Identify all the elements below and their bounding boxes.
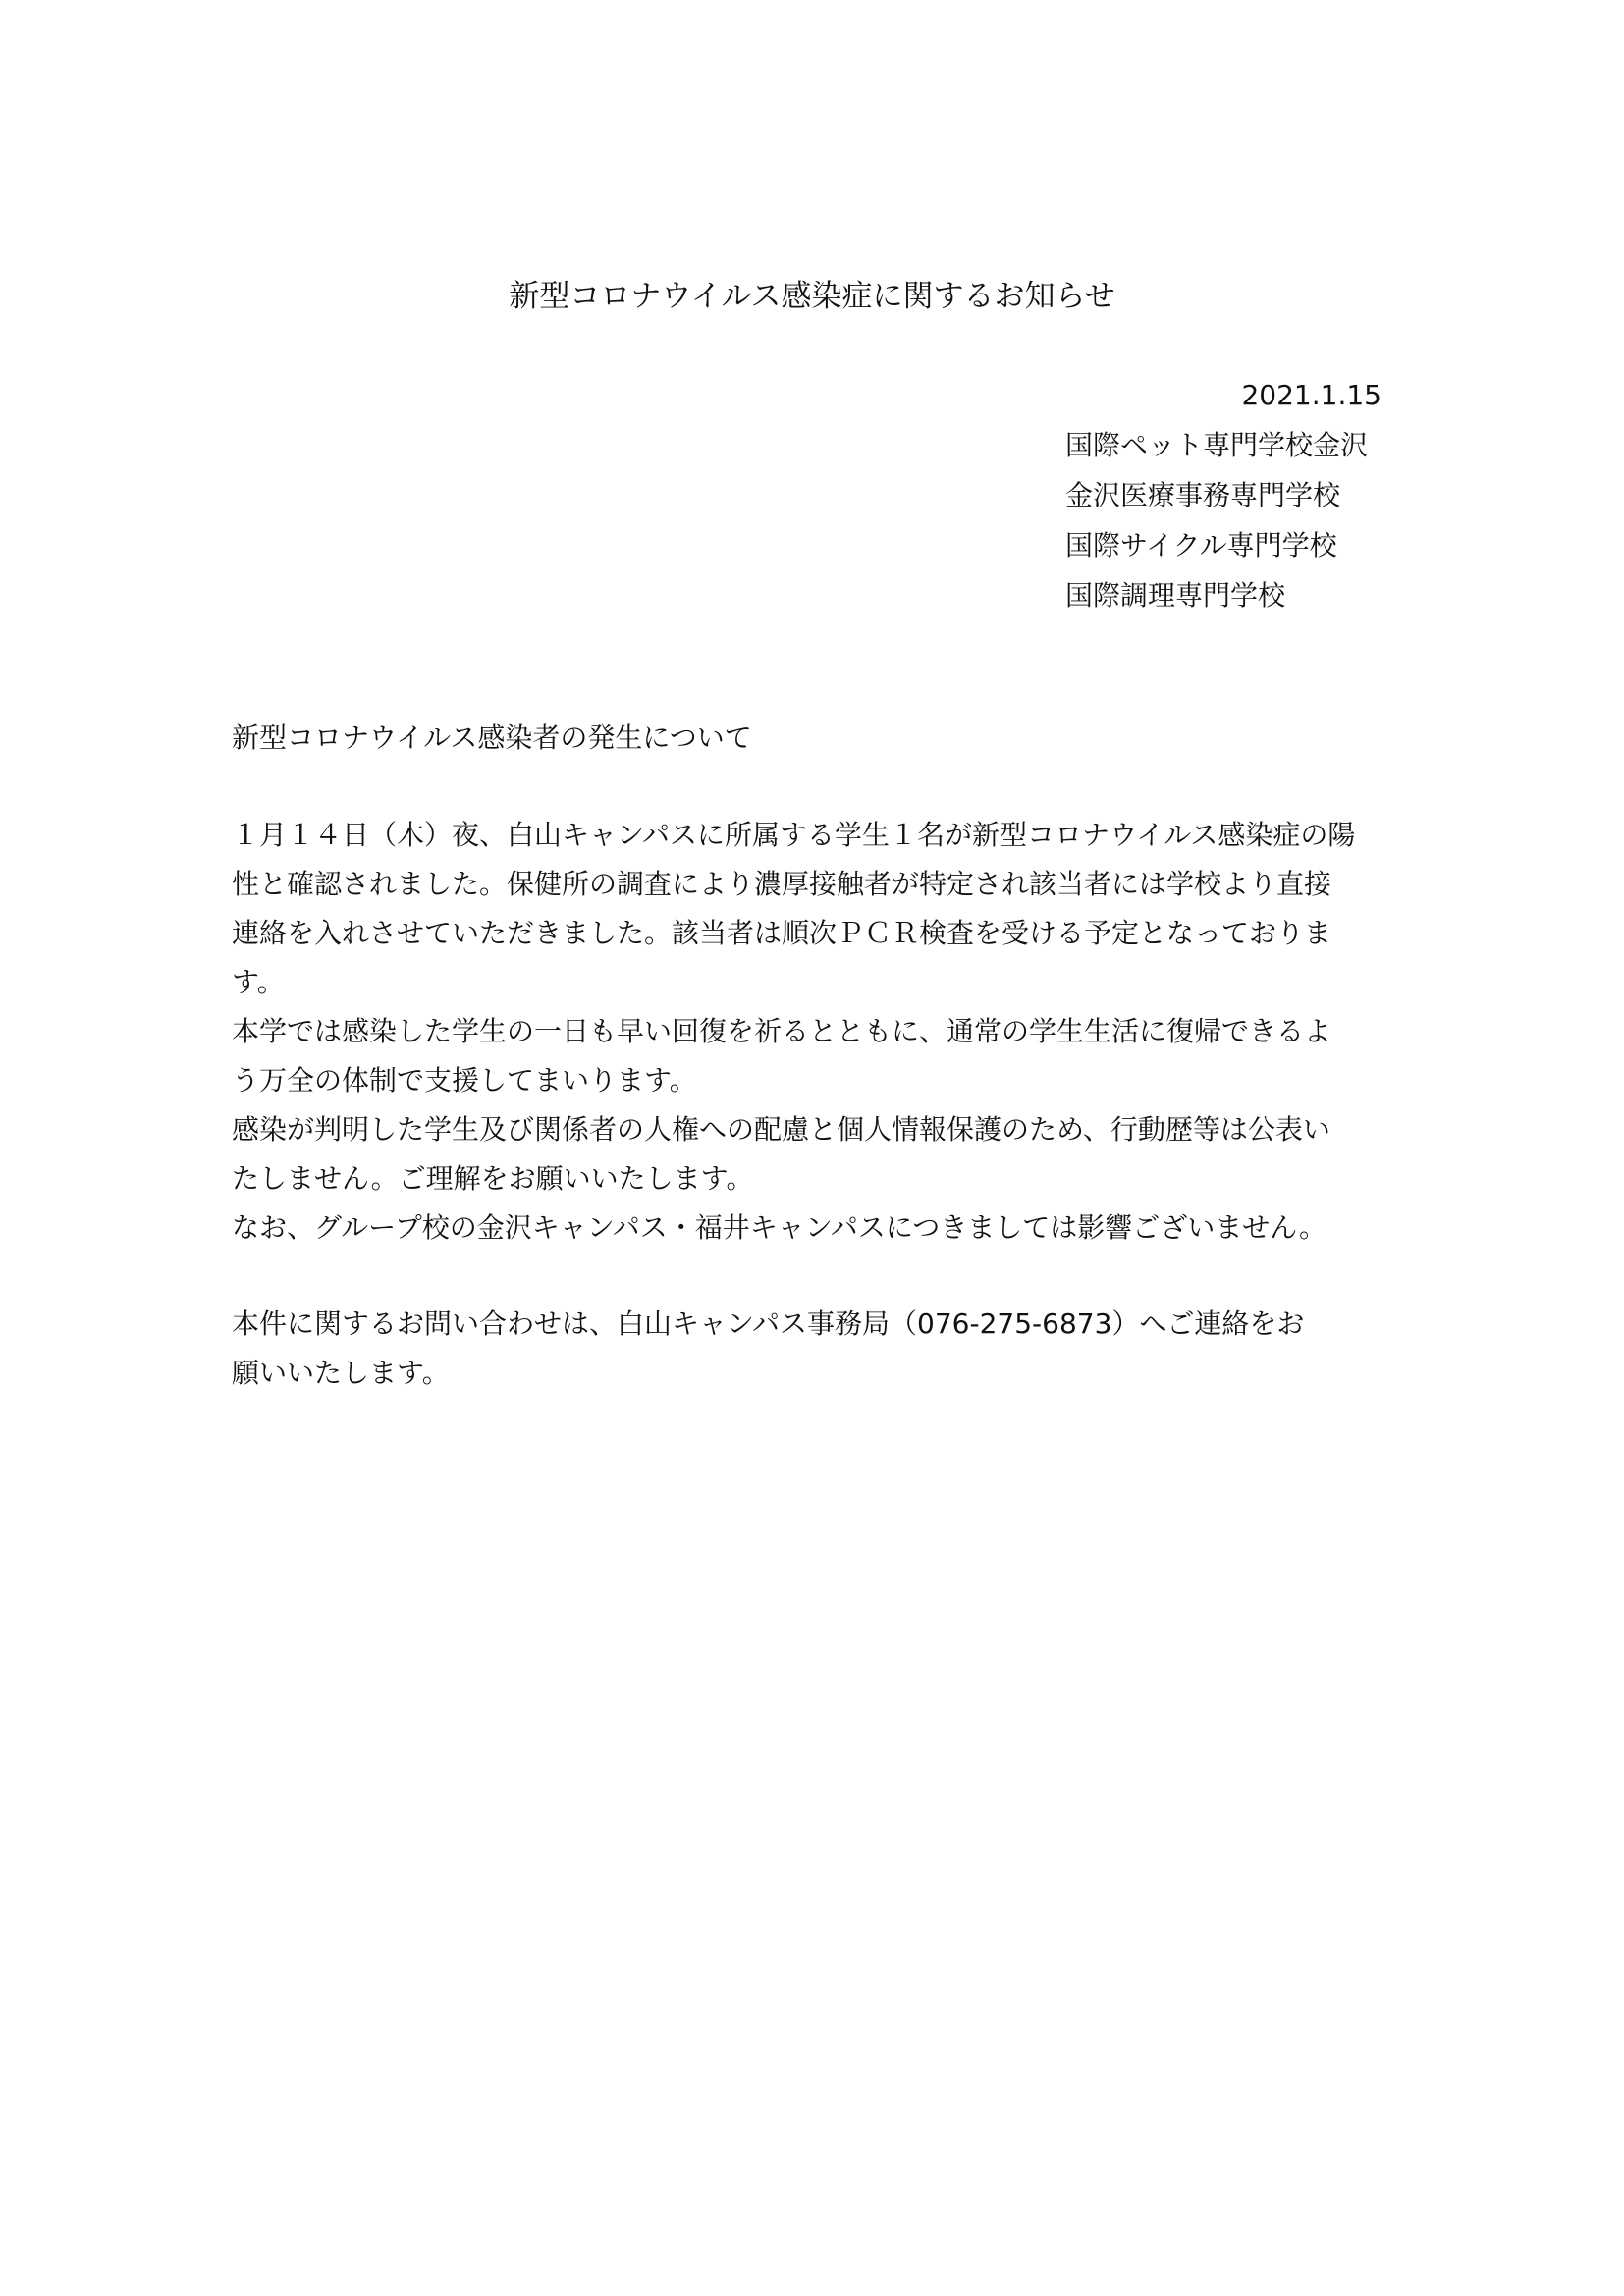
body-line: 性と確認されました。保健所の調査により濃厚接触者が特定され該当者には学校より直接	[232, 868, 1332, 900]
document-meta	[1065, 371, 1399, 620]
body-line: う万全の体制で支援してまいります。	[232, 1064, 697, 1096]
body-line: たしません。ご理解をお願いいたします。	[232, 1162, 754, 1195]
body-line: １月１４日（木）夜、白山キャンパスに所属する学生１名が新型コロナウイルス感染症の陽	[232, 819, 1356, 851]
organization-name: 金沢医療事務専門学校	[1065, 479, 1341, 511]
document-body	[232, 811, 1410, 1398]
organization-name: 国際ペット専門学校金沢	[1065, 429, 1369, 461]
organization-name: 国際調理専門学校	[1065, 579, 1286, 612]
document-subject: 新型コロナウイルス感染者の発生について	[232, 721, 752, 754]
body-line: なお、グループ校の金沢キャンパス・福井キャンパスにつきましては影響ございません。	[232, 1211, 1326, 1244]
body-line: す。	[232, 966, 285, 998]
body-line: 連絡を入れさせていただきました。該当者は順次ＰＣＲ検査を受ける予定となっておりま	[232, 917, 1332, 949]
document-title: 新型コロナウイルス感染症に関するお知らせ	[509, 279, 1115, 314]
paragraph-gap	[232, 1253, 1410, 1300]
organization-name: 国際サイクル専門学校	[1065, 529, 1337, 561]
body-line: 感染が判明した学生及び関係者の人権への配慮と個人情報保護のため、行動歴等は公表い	[232, 1113, 1330, 1146]
issue-date: 2021.1.15	[1241, 379, 1381, 411]
body-line: 本学では感染した学生の一日も早い回復を祈るとともに、通常の学生生活に復帰できるよ	[232, 1015, 1332, 1047]
contact-line: 願いいたします。	[232, 1357, 450, 1389]
contact-line: 本件に関するお問い合わせは、白山キャンパス事務局（076-275-6873）へご連絡をお	[232, 1308, 1305, 1340]
